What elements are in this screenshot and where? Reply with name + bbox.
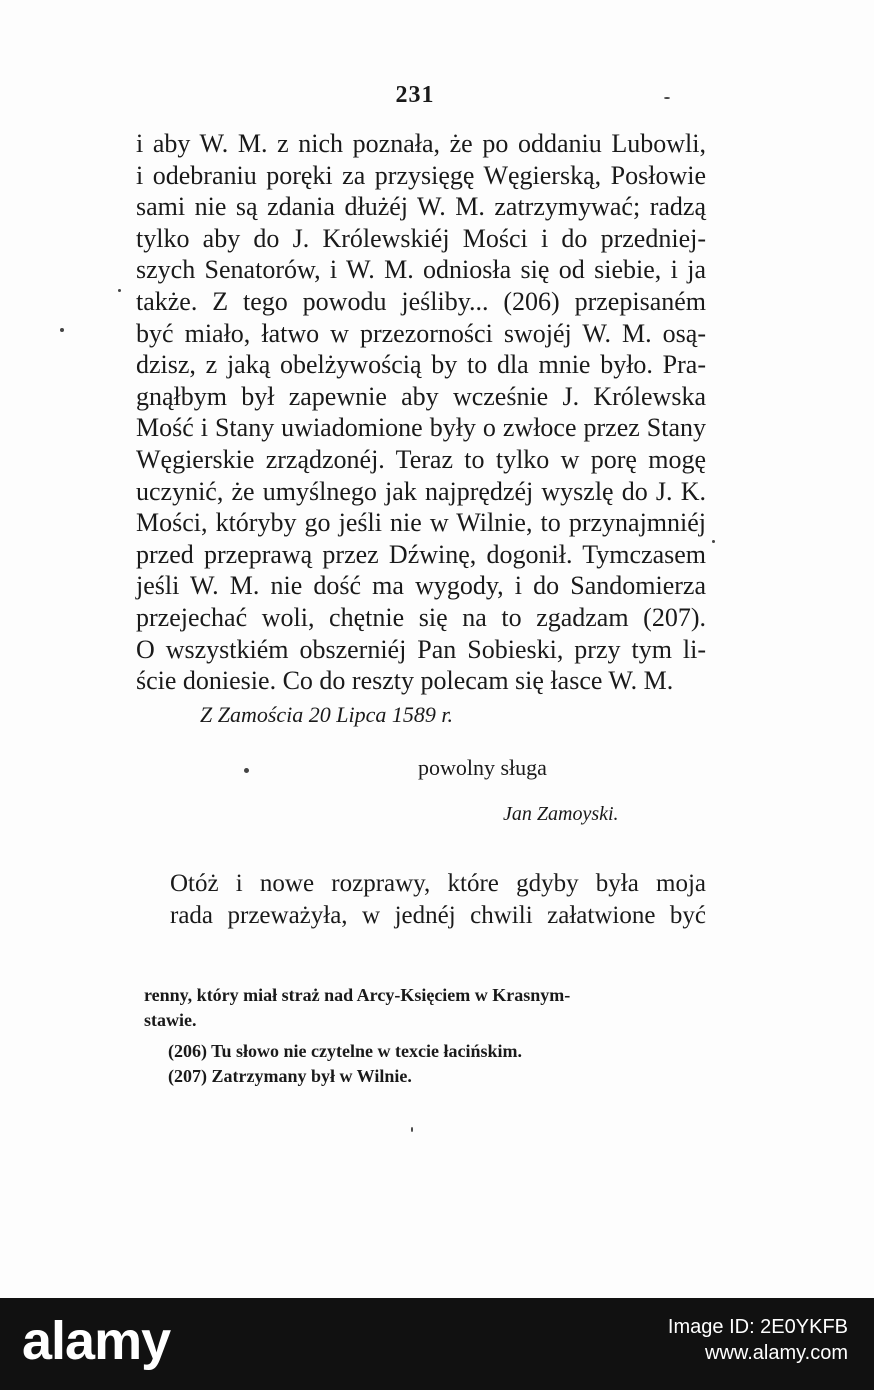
- scan-speck: [118, 289, 121, 292]
- letter-line: Mości, któryby go jeśli nie w Wilnie, to przynajmniéj: [136, 508, 706, 538]
- footnote-continuation-line: renny, który miał straż nad Arcy-Księciem w Krasnym-: [144, 985, 571, 1005]
- letter-body: [136, 128, 706, 697]
- letter-dateline: Z Zamościa 20 Lipca 1589 r.: [200, 702, 454, 727]
- letter-line: i odebraniu poręki za przysięgę Węgierską, Posłowie: [136, 160, 706, 190]
- scan-speck: [244, 768, 249, 773]
- watermark-banner: [0, 1298, 874, 1390]
- letter-line: Mość i Stany uwiadomione były o zwłoce przez Stany: [136, 413, 706, 443]
- letter-line: przed przeprawą przez Dźwinę, dogonił. Tymczasem: [136, 539, 706, 569]
- scan-speck: [664, 97, 670, 99]
- letter-line: także. Z tego powodu jeśliby... (206) przepisaném: [136, 286, 706, 316]
- scan-speck: [60, 328, 64, 332]
- alamy-logo: alamy: [22, 1311, 171, 1371]
- footnote-continuation-line: stawie.: [144, 1010, 197, 1030]
- letter-line: dzisz, z jaką obelżywością by to dla mnie było. Pra-: [136, 350, 706, 380]
- letter-line: Węgierskie zrządzonéj. Teraz to tylko w porę mogę: [136, 444, 706, 474]
- footnotes: [144, 983, 706, 1089]
- image-id: Image ID: 2E0YKFB: [667, 1316, 848, 1338]
- letter-line: jeśli W. M. nie dość ma wygody, i do Sandomierza: [136, 571, 706, 601]
- letter-line: ście doniesie. Co do reszty polecam się łasce W. M.: [136, 666, 674, 696]
- letter-line: być miało, łatwo w przezorności swojéj W. M. osą-: [136, 318, 706, 348]
- letter-line: przejechać woli, chętnie się na to zgadzam (207).: [136, 602, 706, 632]
- letter-line: O wszystkiém obszerniéj Pan Sobieski, przy tym li-: [136, 634, 706, 664]
- footnote-206: (206) Tu słowo nie czytelne w texcie łacińskim.: [168, 1041, 522, 1061]
- letter-closing: powolny sługa: [418, 755, 547, 780]
- letter-signature: Jan Zamoyski.: [503, 803, 619, 825]
- letter-line: gnąłbym był zapewnie aby wcześnie J. Królewska: [136, 381, 706, 411]
- commentary-line: Otóż i nowe rozprawy, które gdyby była moja: [170, 870, 706, 897]
- letter-line: i aby W. M. z nich poznała, że po oddaniu Lubowli,: [136, 129, 706, 158]
- page-number: 231: [395, 82, 435, 108]
- letter-line: szych Senatorów, i W. M. odniosła się od siebie, i ja: [136, 255, 706, 285]
- letter-line: tylko aby do J. Królewskiéj Mości i do przedniej-: [136, 223, 706, 253]
- watermark-info: [668, 1314, 848, 1366]
- scan-speck: [411, 1127, 413, 1132]
- footnote-207: (207) Zatrzymany był w Wilnie.: [168, 1066, 412, 1086]
- commentary-line: rada przeważyła, w jednéj chwili załatwione być: [170, 902, 706, 929]
- watermark-url: www.alamy.com: [705, 1342, 848, 1364]
- letter-line: sami nie są zdania dłużéj W. M. zatrzymywać; radzą: [136, 192, 706, 222]
- commentary-paragraph: [170, 868, 706, 932]
- letter-line: uczynić, że umyślnego jak najprędzéj wyszlę do J. K.: [136, 476, 706, 506]
- scan-speck: [712, 540, 715, 543]
